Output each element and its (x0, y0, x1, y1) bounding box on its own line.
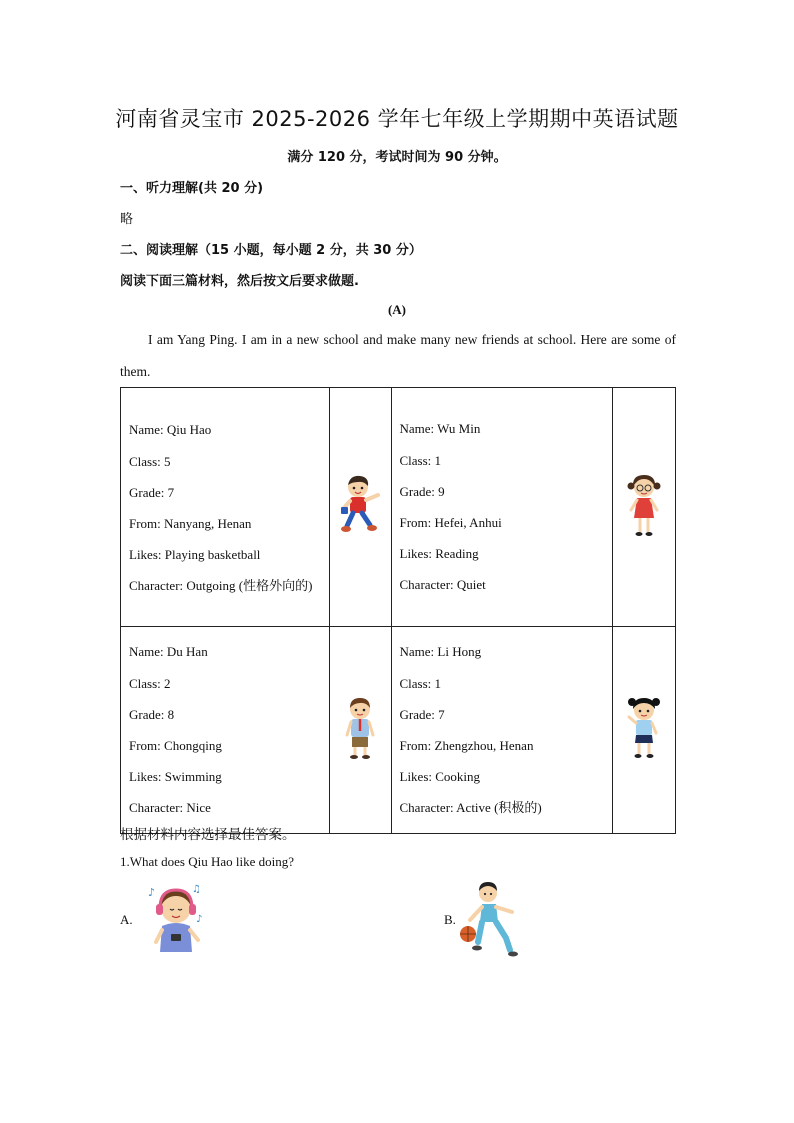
standing-boy-picture (329, 627, 391, 834)
part-a-label: (A) (387, 302, 407, 317)
profile-class: Class: 5 (129, 453, 171, 469)
waving-girl-icon (624, 695, 664, 761)
profile-from: From: Nanyang, Henan (129, 516, 252, 532)
svg-text:♪: ♪ (148, 886, 156, 899)
table-row (121, 627, 676, 834)
profile-grade: Grade: 7 (129, 484, 175, 500)
profile-from: From: Hefei, Anhui (399, 515, 502, 530)
glasses-girl-picture (613, 388, 676, 627)
profile-grade: Grade: 9 (399, 483, 445, 499)
girl-with-glasses-icon (624, 472, 664, 538)
svg-text:♪: ♪ (196, 914, 203, 925)
profile-likes: Likes: Playing basketball (129, 547, 261, 563)
profile-likes: Likes: Reading (399, 546, 479, 562)
profile-likes: Likes: Swimming (129, 769, 222, 785)
running-boy-picture (329, 388, 391, 627)
profile-grade: Grade: 8 (129, 706, 175, 722)
question-1-option-a-label[interactable]: A. (120, 912, 133, 927)
profile-table (120, 387, 676, 834)
profile-from: From: Chongqing (129, 738, 222, 753)
profile-class: Class: 1 (399, 452, 442, 468)
standing-boy-icon (342, 695, 378, 761)
profile-class: Class: 2 (129, 675, 171, 691)
option-b-picture[interactable] (456, 880, 522, 965)
section2-heading: 二、阅读理解（15 小题，每小题 2 分，共 30 分） (120, 243, 422, 258)
music-listening-kid-icon (146, 882, 206, 956)
exam-info: 满分 120 分，考试时间为 90 分钟。 (287, 150, 507, 165)
basketball-player-icon (456, 880, 522, 960)
profile-name: Name: Du Han (129, 644, 208, 660)
option-a-picture[interactable] (146, 882, 206, 961)
profile-from: From: Zhengzhou, Henan (399, 738, 534, 753)
svg-text:♫: ♫ (192, 884, 201, 895)
profile-character: Character: Active (积极的) (399, 800, 542, 816)
profile-likes: Likes: Cooking (399, 769, 481, 785)
profile-character: Character: Outgoing (性格外向的) (129, 577, 313, 593)
profile-grade: Grade: 7 (399, 706, 445, 722)
profile-class: Class: 1 (399, 675, 442, 691)
page-title: 河南省灵宝市 2025-2026 学年七年级上学期期中英语试题 (115, 107, 679, 131)
profile-character: Character: Nice (129, 800, 211, 816)
section2-instruction: 阅读下面三篇材料，然后按文后要求做题. (120, 274, 359, 289)
section1-heading: 一、听力理解(共 20 分) (120, 181, 264, 196)
profile-name: Name: Wu Min (399, 421, 481, 437)
profile-name: Name: Li Hong (399, 644, 482, 660)
question-1-stem: 1.What does Qiu Hao like doing? (120, 854, 295, 869)
intro-paragraph: I am Yang Ping. I am in a new school and make many new friends at school. Here are some of them. (120, 332, 676, 379)
profile-card-qiu-hao (121, 388, 330, 627)
profile-card-du-han (121, 627, 330, 834)
running-boy-icon (338, 473, 382, 537)
table-row (121, 388, 676, 627)
section1-note: 略 (120, 212, 134, 227)
waving-girl-picture (613, 627, 676, 834)
profile-card-li-hong (391, 627, 613, 834)
profile-character: Character: Quiet (399, 577, 486, 593)
profile-name: Name: Qiu Hao (129, 422, 212, 438)
question-instruction: 根据材料内容选择最佳答案。 (120, 827, 296, 843)
profile-card-wu-min (391, 388, 613, 627)
question-1-option-b-label[interactable]: B. (444, 912, 456, 927)
